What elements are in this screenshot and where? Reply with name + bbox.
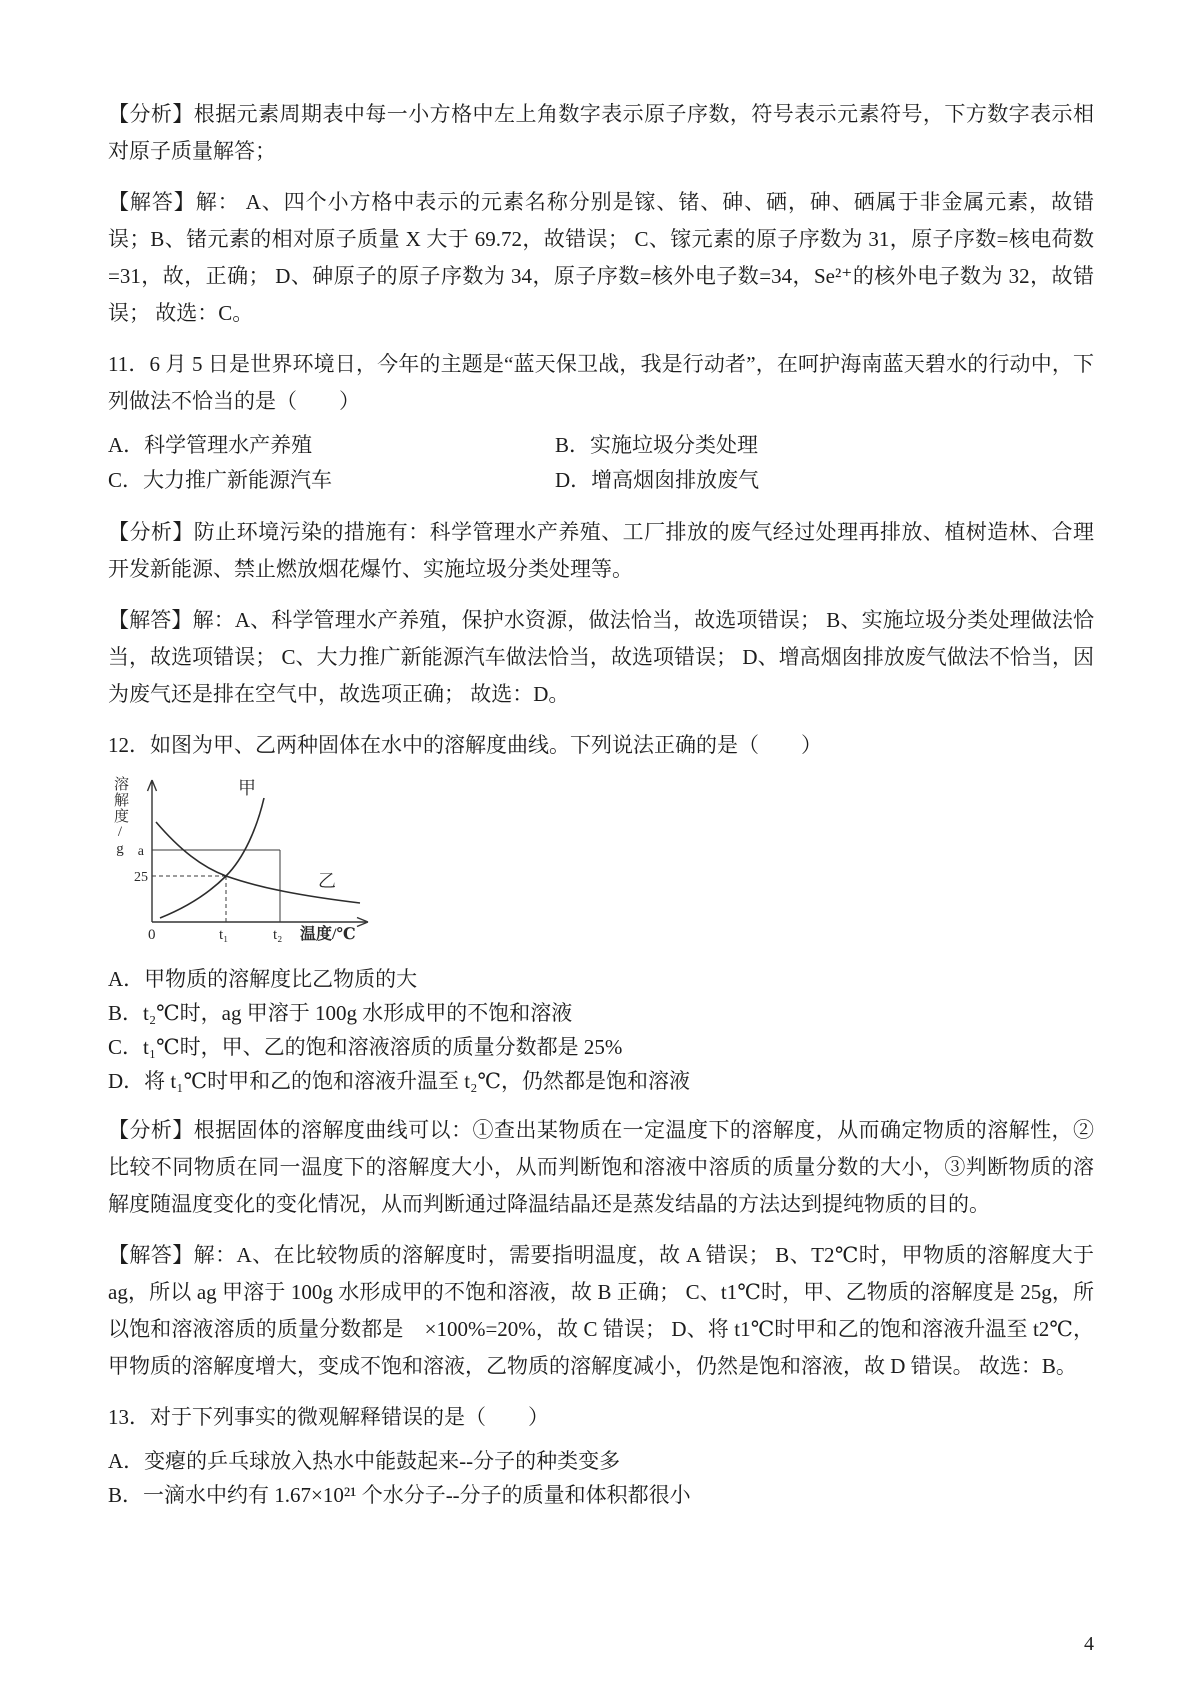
question-12-options bbox=[108, 962, 1094, 1098]
page-content bbox=[108, 96, 1094, 1526]
option-11-a: A．科学管理水产养殖 bbox=[108, 433, 313, 457]
solubility-curve-svg bbox=[130, 772, 380, 950]
option-12-c: C．t₁℃时，甲、乙的饱和溶液溶质的质量分数都是 25% bbox=[108, 1035, 623, 1059]
prev-question-analysis: 【分析】根据元素周期表中每一小方格中左上角数字表示原子序数，符号表示元素符号，下方数字表示相对原子质量解答； bbox=[108, 102, 1094, 163]
option-12-a: A．甲物质的溶解度比乙物质的大 bbox=[108, 967, 418, 991]
option-13-a: A．变瘪的乒乓球放入热水中能鼓起来--分子的种类变多 bbox=[108, 1449, 621, 1473]
y-axis-label: 溶解度/g bbox=[112, 776, 128, 858]
question-12-stem: 12．如图为甲、乙两种固体在水中的溶解度曲线。下列说法正确的是（ ） bbox=[108, 733, 822, 757]
option-12-b: B．t₂℃时，ag 甲溶于 100g 水形成甲的不饱和溶液 bbox=[108, 1001, 573, 1025]
question-12-answer: 【解答】解：A、在比较物质的溶解度时，需要指明温度，故 A 错误； B、T2℃时，甲物质的溶解度大于 ag，所以 ag 甲溶于 100g 水形成甲的不饱和溶液，故 B 正确； C、t1℃时，甲、乙物质的溶解度是 25g，所以饱和溶液溶质的质量分数都是 ×100%=20%，故 C 错误； D、将 t1℃时甲和乙的饱和溶液升温至 t2℃，甲物质的溶解度增大，变成不饱和溶液，乙物质的溶解度减小，仍然是饱和溶液，故 D 错误。 故选：B。 bbox=[108, 1243, 1094, 1378]
prev-question-answer: 【解答】解： A、四个小方格中表示的元素名称分别是镓、锗、砷、硒，砷、硒属于非金属元素，故错误；B、锗元素的相对原子质量 X 大于 69.72，故错误； C、镓元素的原子序数为 31，原子序数=核电荷数=31，故，正确； D、砷原子的原子序数为 34，原子序数=核外电子数=34，Se²⁺的核外电子数为 32，故错误； 故选：C。 bbox=[108, 190, 1094, 325]
option-row bbox=[108, 428, 1094, 463]
solubility-curve-chart bbox=[108, 772, 388, 950]
chart-curves bbox=[156, 798, 360, 918]
question-11-answer: 【解答】解：A、科学管理水产养殖，保护水资源，做法恰当，故选项错误； B、实施垃圾分类处理做法恰当，故选项错误； C、大力推广新能源汽车做法恰当，故选项错误； D、增高烟囱排放废气做法不恰当，因为废气还是排在空气中，故选项正确； 故选：D。 bbox=[108, 608, 1094, 706]
series-label-yi: 乙 bbox=[318, 871, 336, 891]
x-tick-0: 0 bbox=[148, 927, 156, 943]
question-13-options bbox=[108, 1444, 1094, 1512]
series-label-jia: 甲 bbox=[238, 778, 256, 798]
option-12-d: D．将 t₁℃时甲和乙的饱和溶液升温至 t₂℃，仍然都是饱和溶液 bbox=[108, 1069, 690, 1093]
option-row bbox=[108, 463, 1094, 498]
question-13-stem: 13．对于下列事实的微观解释错误的是（ ） bbox=[108, 1405, 549, 1429]
x-tick-t1: t₁ bbox=[219, 927, 229, 943]
question-12-analysis: 【分析】根据固体的溶解度曲线可以：①查出某物质在一定温度下的溶解度，从而确定物质的溶解性，②比较不同物质在同一温度下的溶解度大小，从而判断饱和溶液中溶质的质量分数的大小，③判断物质的溶解度随温度变化的变化情况，从而判断通过降温结晶还是蒸发结晶的方法达到提纯物质的目的。 bbox=[108, 1118, 1094, 1216]
curve-jia bbox=[160, 798, 264, 918]
option-11-b: B．实施垃圾分类处理 bbox=[555, 433, 759, 457]
y-tick-a: a bbox=[137, 844, 144, 859]
page-number: 4 bbox=[1084, 1633, 1094, 1655]
guide-lines-25 bbox=[152, 876, 226, 922]
question-11-options bbox=[108, 428, 1094, 498]
x-tick-t2: t₂ bbox=[273, 927, 283, 943]
option-13-b: B．一滴水中约有 1.67×10²¹ 个水分子--分子的质量和体积都很小 bbox=[108, 1483, 691, 1507]
chart-axes bbox=[148, 780, 369, 927]
y-tick-25: 25 bbox=[134, 870, 148, 885]
x-axis-label: 温度/℃ bbox=[300, 926, 356, 943]
option-11-d: D．增高烟囱排放废气 bbox=[555, 468, 760, 492]
question-11-analysis: 【分析】防止环境污染的措施有：科学管理水产养殖、工厂排放的废气经过处理再排放、植树造林、合理开发新能源、禁止燃放烟花爆竹、实施垃圾分类处理等。 bbox=[108, 520, 1094, 581]
question-11-stem: 11．6 月 5 日是世界环境日，今年的主题是“蓝天保卫战，我是行动者”，在呵护海南蓝天碧水的行动中，下列做法不恰当的是（ ） bbox=[108, 352, 1094, 413]
option-11-c: C．大力推广新能源汽车 bbox=[108, 468, 333, 492]
